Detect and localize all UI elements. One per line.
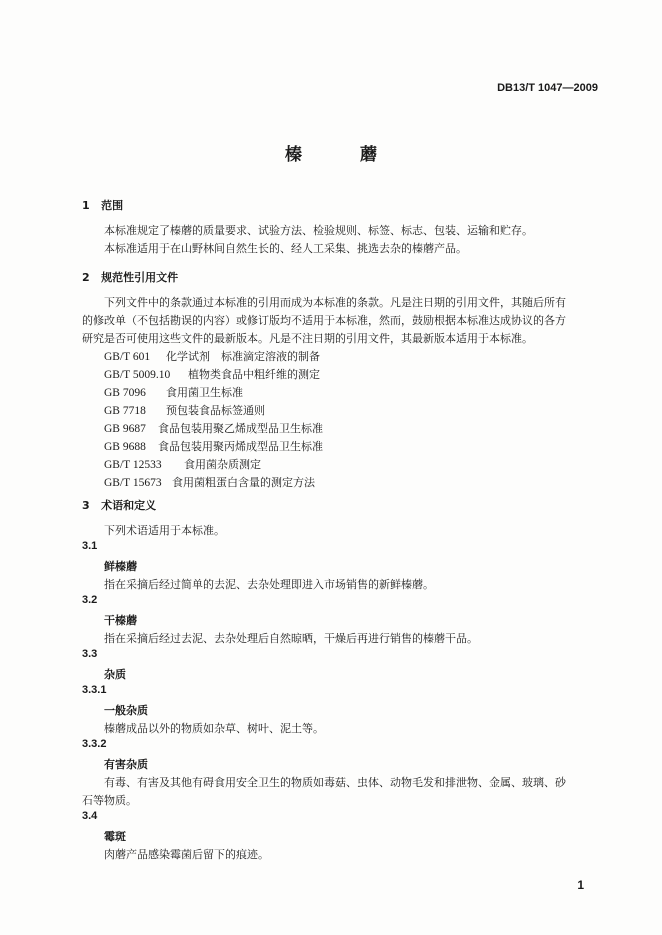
reference-title: 食用菌卫生标准 — [166, 386, 243, 399]
section-2-number: 2 — [82, 271, 90, 284]
term-name: 干榛蘑 — [104, 614, 137, 627]
term-number: 3.3 — [82, 648, 98, 660]
reference-item — [104, 420, 323, 436]
standard-code: DB13/T 1047—2009 — [497, 82, 598, 94]
reference-code: GB/T 12533 — [104, 459, 162, 471]
reference-code: GB 9688 — [104, 441, 146, 453]
reference-title: 化学试剂 标准滴定溶液的制备 — [166, 350, 320, 363]
reference-item — [104, 366, 320, 382]
section-1-title: 范围 — [101, 199, 124, 212]
reference-title: 食用菌杂质测定 — [184, 458, 261, 471]
section-1-heading — [82, 197, 123, 213]
reference-code: GB/T 15673 — [104, 477, 162, 489]
section-2-intro-line-1: 下列文件中的条款通过本标准的引用而成为本标准的条款。凡是注日期的引用文件，其随后所有 — [104, 296, 566, 309]
section-1-paragraph-1: 本标准规定了榛蘑的质量要求、试验方法、检验规则、标签、标志、包装、运输和贮存。 — [104, 224, 533, 237]
reference-title: 植物类食品中粗纤维的测定 — [188, 368, 320, 381]
term-definition: 榛蘑成品以外的物质如杂草、树叶、泥土等。 — [104, 722, 324, 735]
reference-title: 食用菌粗蛋白含量的测定方法 — [172, 476, 315, 489]
reference-item — [104, 438, 323, 454]
section-2-heading — [82, 269, 178, 285]
term-definition: 指在采摘后经过去泥、去杂处理后自然晾晒，干燥后再进行销售的榛蘑干品。 — [104, 632, 478, 645]
reference-item — [104, 456, 261, 472]
reference-item — [104, 384, 243, 400]
reference-code: GB/T 5009.10 — [104, 369, 171, 381]
reference-code: GB 7096 — [104, 387, 146, 399]
term-name: 一般杂质 — [104, 704, 148, 717]
term-name: 有害杂质 — [104, 758, 148, 771]
term-name: 鲜榛蘑 — [104, 560, 137, 573]
document-title: 榛 蘑 — [285, 145, 403, 165]
section-3-title: 术语和定义 — [101, 499, 157, 512]
reference-code: GB 7718 — [104, 405, 146, 417]
reference-title: 食品包装用聚丙烯成型品卫生标准 — [158, 440, 323, 453]
section-3-heading — [82, 497, 156, 513]
section-1-number: 1 — [82, 199, 90, 212]
section-3-number: 3 — [82, 499, 90, 512]
page-number: 1 — [577, 878, 584, 892]
term-number: 3.1 — [82, 540, 98, 552]
term-number: 3.4 — [82, 810, 98, 822]
section-2-intro-line-2: 的修改单（不包括勘误的内容）或修订版均不适用于本标准，然而，鼓励根据本标准达成协议的各方 — [82, 314, 566, 327]
term-number: 3.3.1 — [82, 684, 107, 696]
term-name: 杂质 — [104, 668, 126, 681]
section-1-paragraph-2: 本标准适用于在山野林间自然生长的、经人工采集、挑选去杂的榛蘑产品。 — [104, 242, 467, 255]
reference-title: 预包装食品标签通则 — [166, 404, 265, 417]
term-number: 3.3.2 — [82, 738, 107, 750]
reference-code: GB/T 601 — [104, 351, 151, 363]
reference-item — [104, 348, 320, 364]
reference-item — [104, 402, 265, 418]
term-definition: 指在采摘后经过简单的去泥、去杂处理即进入市场销售的新鲜榛蘑。 — [104, 578, 434, 591]
reference-code: GB 9687 — [104, 423, 146, 435]
section-3-intro: 下列术语适用于本标准。 — [104, 524, 225, 537]
reference-title: 食品包装用聚乙烯成型品卫生标准 — [158, 422, 323, 435]
term-definition-line-2: 石等物质。 — [82, 794, 137, 807]
section-2-title: 规范性引用文件 — [101, 271, 179, 284]
reference-item — [104, 474, 315, 490]
term-definition: 肉蘑产品感染霉菌后留下的痕迹。 — [104, 848, 269, 861]
term-definition-line-1: 有毒、有害及其他有碍食用安全卫生的物质如毒菇、虫体、动物毛发和排泄物、金属、玻璃、砂 — [104, 776, 566, 789]
section-2-intro-line-3: 研究是否可使用这些文件的最新版本。凡是不注日期的引用文件，其最新版本适用于本标准。 — [82, 332, 533, 345]
term-name: 霉斑 — [104, 830, 126, 843]
term-number: 3.2 — [82, 594, 98, 606]
